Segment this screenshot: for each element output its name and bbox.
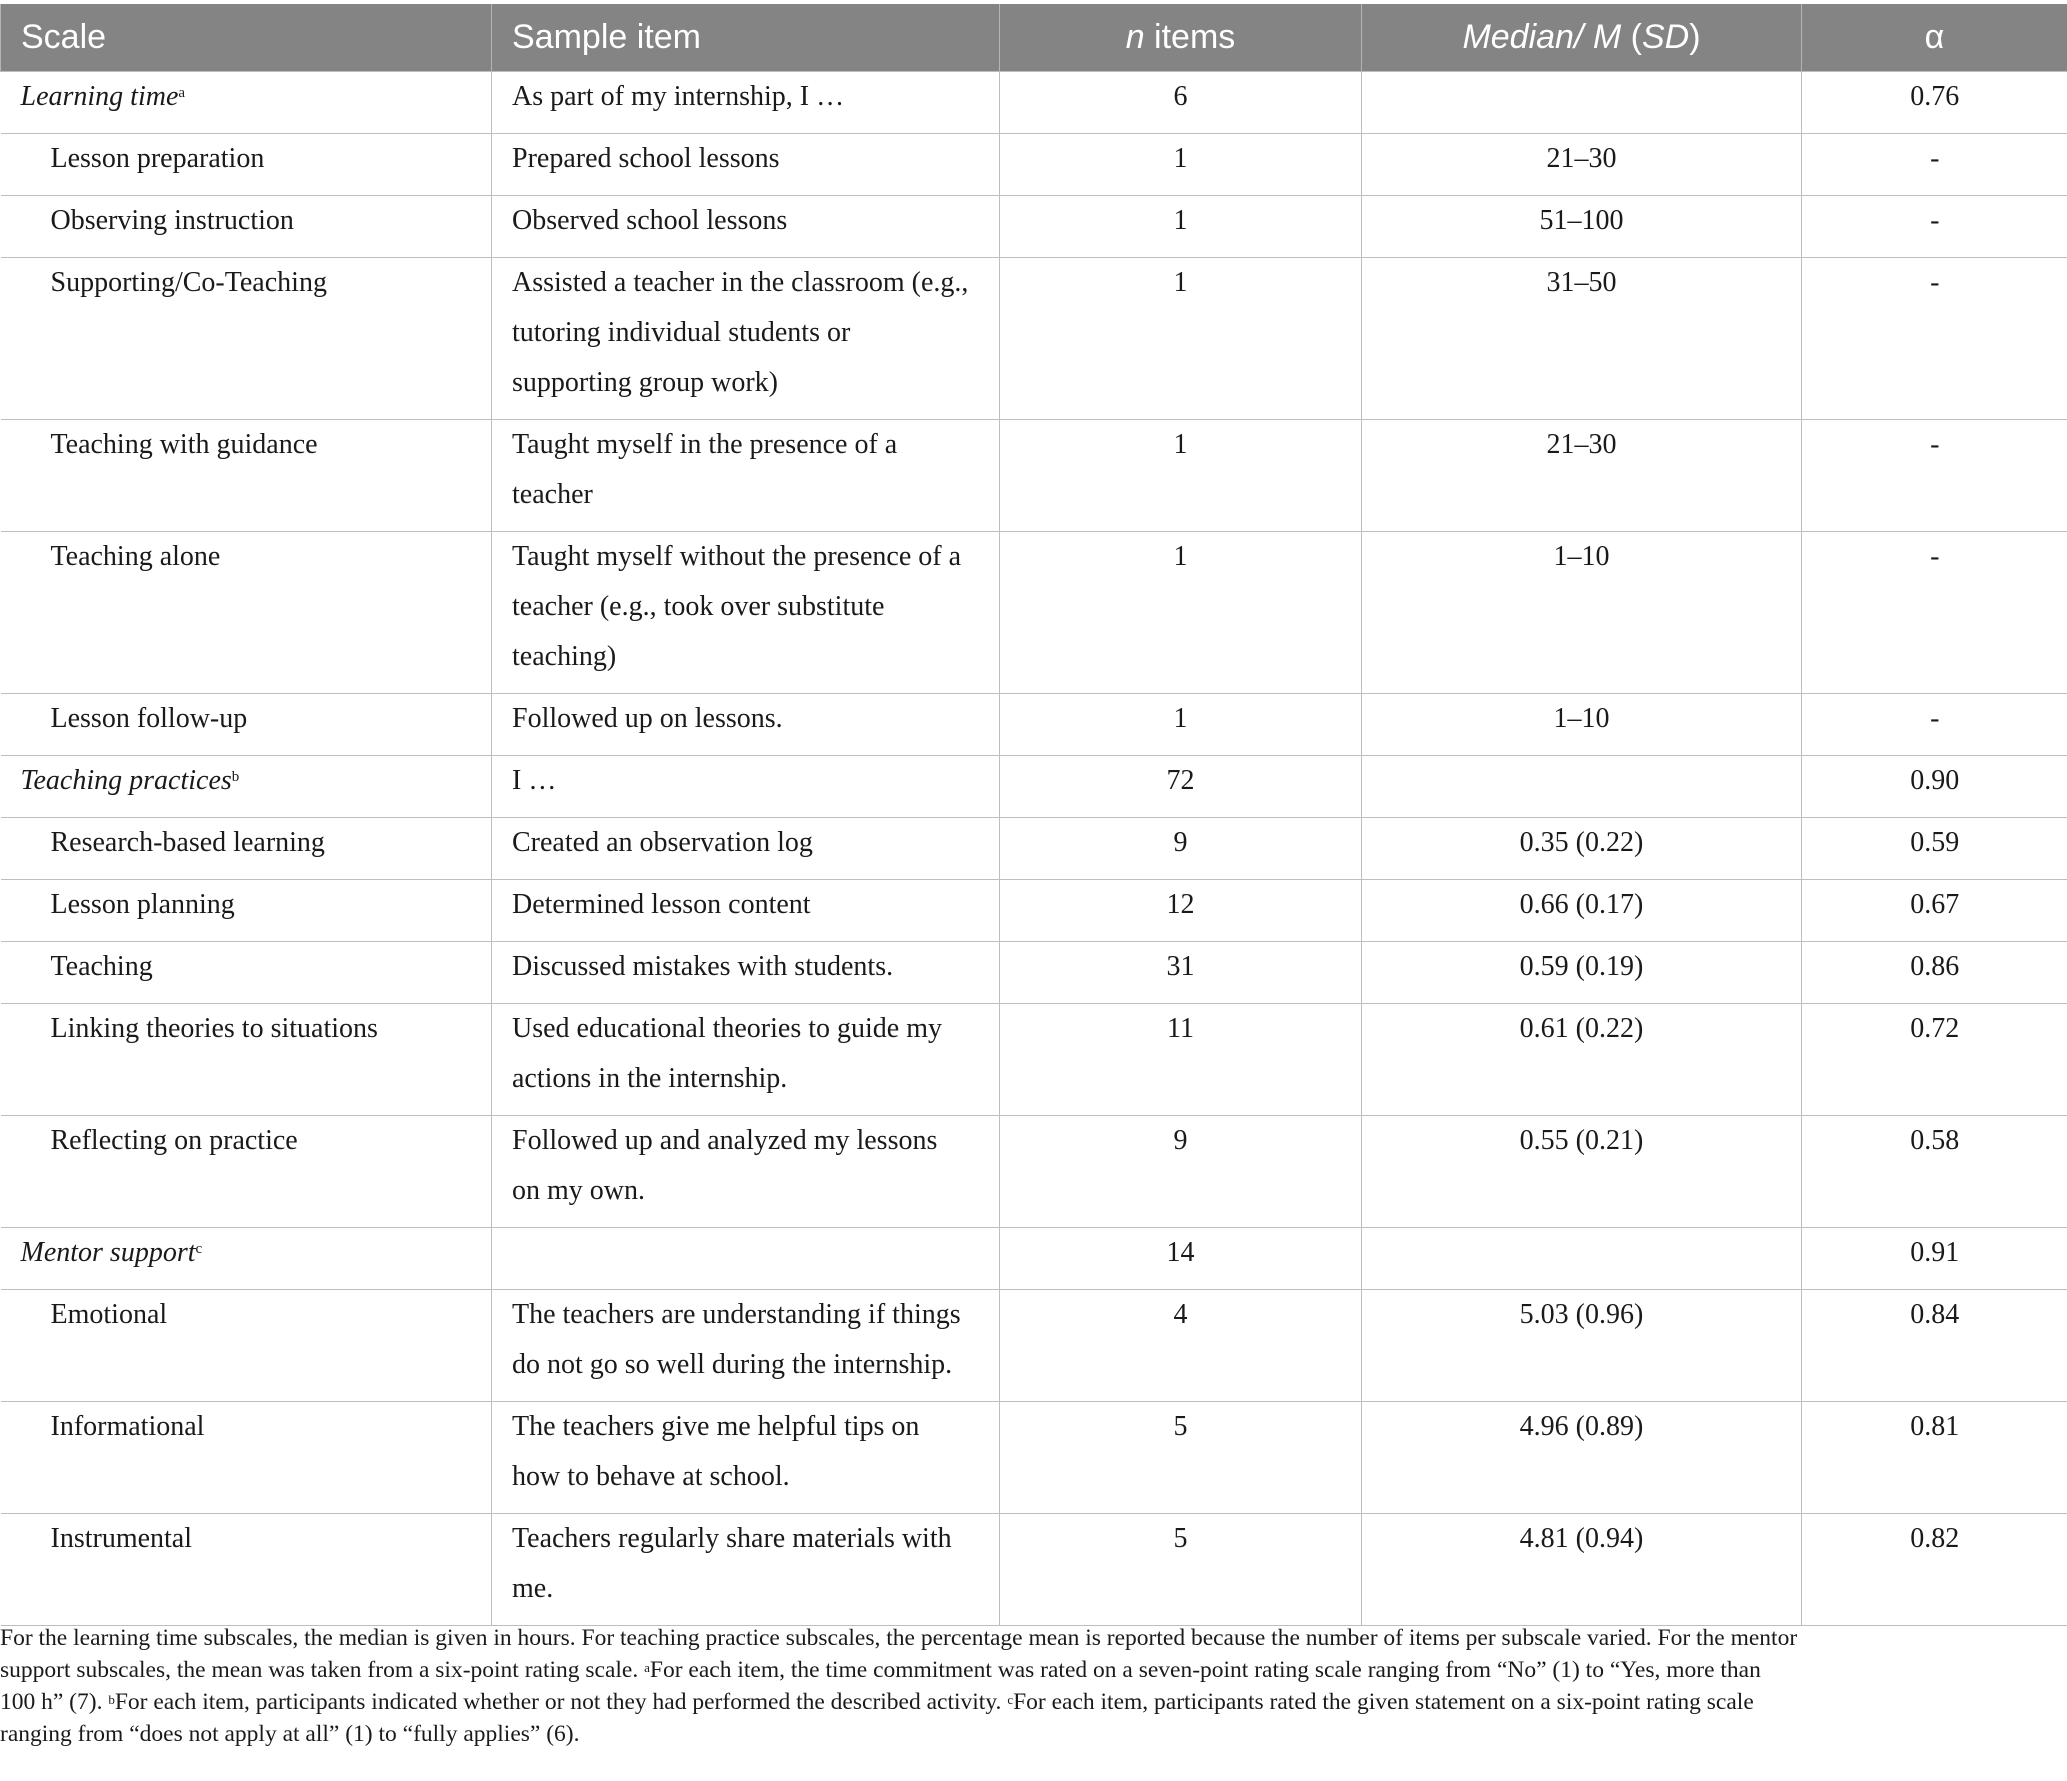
n-items-cell-value: 5 — [1173, 1410, 1188, 1442]
scale-cell — [1, 1401, 492, 1513]
sample-item-line: Created an observation log — [512, 826, 813, 858]
header-median-paren-open: ( — [1621, 17, 1642, 56]
table-row — [1, 1003, 2067, 1115]
alpha-cell — [1802, 531, 2067, 693]
n-items-cell — [1000, 71, 1362, 133]
n-items-cell-value: 31 — [1166, 950, 1195, 982]
median-mean-cell-value: 31–50 — [1546, 266, 1617, 298]
alpha-cell — [1802, 693, 2067, 755]
sample-item-cell — [492, 257, 1000, 419]
scale-label-text: Observing instruction — [50, 204, 294, 236]
scales-table — [0, 4, 2067, 1626]
footnote-marker: b — [231, 768, 240, 785]
table-body — [1, 71, 2067, 1625]
scale-cell — [1, 693, 492, 755]
sample-item-line: The teachers are understanding if things — [512, 1298, 961, 1330]
table-row — [1, 531, 2067, 693]
median-mean-cell-value: 5.03 (0.96) — [1519, 1298, 1644, 1330]
median-mean-cell — [1362, 693, 1802, 755]
footnote-line-2-a: support subscales, the mean was taken from a six-point rating scale. — [0, 1657, 645, 1683]
median-mean-cell-value: 0.35 (0.22) — [1519, 826, 1644, 858]
scale-label-text: Informational — [50, 1410, 205, 1442]
sample-item-cell — [492, 879, 1000, 941]
sample-item-line: Taught myself without the presence of a — [512, 540, 962, 572]
scale-label — [51, 532, 472, 582]
sample-item-cell — [492, 1227, 1000, 1289]
scale-label — [51, 134, 472, 184]
footnote-line-3-c: For each item, participants rated the given statement on a six-point rating scale — [1013, 1689, 1754, 1715]
sample-item-line: teacher — [512, 478, 593, 510]
footnote-marker-a: a — [644, 1660, 650, 1675]
scale-group-cell — [1, 755, 492, 817]
sample-item-cell — [492, 71, 1000, 133]
scale-cell — [1, 1513, 492, 1625]
alpha-cell — [1802, 257, 2067, 419]
n-items-cell — [1000, 755, 1362, 817]
scale-label — [51, 1116, 472, 1166]
n-items-cell — [1000, 941, 1362, 1003]
sample-item-line: The teachers give me helpful tips on — [512, 1410, 920, 1442]
scale-cell — [1, 817, 492, 879]
n-items-cell — [1000, 1513, 1362, 1625]
scale-label — [51, 1290, 472, 1340]
scale-label — [51, 420, 472, 470]
table-row — [1, 1401, 2067, 1513]
median-mean-cell-value: 4.81 (0.94) — [1519, 1522, 1644, 1554]
scale-label-text: Learning time — [20, 80, 179, 112]
n-items-cell-value: 12 — [1166, 888, 1195, 920]
scale-label-text: Lesson planning — [50, 888, 235, 920]
table-row — [1, 817, 2067, 879]
scale-label-text: Research-based learning — [50, 826, 325, 858]
n-items-cell-value: 1 — [1173, 540, 1188, 572]
n-items-cell-value: 1 — [1173, 428, 1188, 460]
sample-item-line: Prepared school lessons — [512, 142, 780, 174]
median-mean-cell — [1362, 941, 1802, 1003]
scale-cell — [1, 879, 492, 941]
alpha-cell — [1802, 755, 2067, 817]
sample-item-line: teacher (e.g., took over substitute — [512, 590, 885, 622]
scale-cell — [1, 195, 492, 257]
median-mean-cell — [1362, 1513, 1802, 1625]
median-mean-cell — [1362, 817, 1802, 879]
sample-item-line: Assisted a teacher in the classroom (e.g., — [512, 266, 969, 298]
alpha-cell — [1802, 195, 2067, 257]
n-items-cell — [1000, 419, 1362, 531]
scale-label — [51, 942, 472, 992]
median-mean-cell — [1362, 71, 1802, 133]
sample-item-line: teaching) — [512, 640, 617, 672]
table-header — [1, 4, 2067, 71]
scale-label-text: Lesson follow-up — [50, 702, 248, 734]
n-items-cell-value: 72 — [1166, 764, 1195, 796]
median-mean-cell — [1362, 1227, 1802, 1289]
header-sd-italic: SD — [1641, 17, 1690, 56]
alpha-cell-value: - — [1930, 142, 1940, 174]
median-mean-cell-value: 4.96 (0.89) — [1519, 1410, 1644, 1442]
alpha-cell-value: 0.67 — [1910, 888, 1960, 920]
n-items-cell — [1000, 195, 1362, 257]
scale-label-text: Teaching with guidance — [50, 428, 318, 460]
sample-item-cell — [492, 1003, 1000, 1115]
alpha-cell-value: - — [1930, 204, 1940, 236]
sample-item-line: tutoring individual students or — [512, 316, 851, 348]
scale-cell — [1, 257, 492, 419]
alpha-cell-value: - — [1930, 266, 1940, 298]
sample-item-line: Determined lesson content — [512, 888, 811, 920]
median-mean-cell-value: 0.61 (0.22) — [1519, 1012, 1644, 1044]
alpha-cell — [1802, 1289, 2067, 1401]
sample-item-line: I … — [512, 764, 557, 796]
sample-item-line: Teachers regularly share materials with — [512, 1522, 952, 1554]
alpha-cell-value: 0.91 — [1910, 1236, 1960, 1268]
scale-group-cell — [1, 1227, 492, 1289]
median-mean-cell — [1362, 257, 1802, 419]
header-median-italic: Median/ M — [1462, 17, 1622, 56]
footnote-line-4: ranging from “does not apply at all” (1) to “fully applies” (6). — [0, 1721, 580, 1747]
table-row — [1, 1513, 2067, 1625]
n-items-cell-value: 6 — [1173, 80, 1188, 112]
n-items-cell-value: 9 — [1173, 826, 1188, 858]
scale-label — [51, 1004, 472, 1054]
scale-label-text: Mentor support — [20, 1236, 196, 1268]
alpha-cell — [1802, 1003, 2067, 1115]
n-items-cell — [1000, 1289, 1362, 1401]
header-sample-item: Sample item — [492, 4, 1000, 71]
n-items-cell-value: 11 — [1167, 1012, 1194, 1044]
table-row — [1, 1115, 2067, 1227]
alpha-cell — [1802, 941, 2067, 1003]
median-mean-cell-value: 0.66 (0.17) — [1519, 888, 1644, 920]
table-row — [1, 941, 2067, 1003]
alpha-cell — [1802, 419, 2067, 531]
scale-label — [51, 694, 472, 744]
table-group-row — [1, 71, 2067, 133]
sample-item-line: Taught myself in the presence of a — [512, 428, 898, 460]
n-items-cell — [1000, 1115, 1362, 1227]
alpha-cell — [1802, 879, 2067, 941]
sample-item-line: on my own. — [512, 1174, 645, 1206]
footnote-line-3 — [0, 1686, 2067, 1718]
alpha-cell — [1802, 1513, 2067, 1625]
sample-item-line: Used educational theories to guide my — [512, 1012, 942, 1044]
scale-label-text: Teaching alone — [50, 540, 221, 572]
sample-item-line: As part of my internship, I … — [512, 80, 845, 112]
alpha-cell-value: - — [1930, 540, 1940, 572]
median-mean-cell — [1362, 879, 1802, 941]
median-mean-cell — [1362, 133, 1802, 195]
median-mean-cell-value: 21–30 — [1546, 428, 1617, 460]
table-footnotes — [0, 1622, 2067, 1750]
median-mean-cell-value: 0.59 (0.19) — [1519, 950, 1644, 982]
scale-label — [21, 756, 472, 806]
header-n-rest: items — [1144, 17, 1236, 56]
alpha-cell-value: 0.72 — [1910, 1012, 1960, 1044]
header-alpha: α — [1802, 4, 2067, 71]
n-items-cell-value: 14 — [1166, 1236, 1195, 1268]
sample-item-cell — [492, 1401, 1000, 1513]
n-items-cell-value: 1 — [1173, 702, 1188, 734]
sample-item-cell — [492, 419, 1000, 531]
alpha-cell-value: 0.58 — [1910, 1124, 1960, 1156]
median-mean-cell — [1362, 1003, 1802, 1115]
table-row — [1, 693, 2067, 755]
alpha-cell-value: 0.59 — [1910, 826, 1960, 858]
n-items-cell-value: 4 — [1173, 1298, 1188, 1330]
alpha-cell-value: - — [1930, 428, 1940, 460]
table-row — [1, 879, 2067, 941]
scale-label — [51, 258, 472, 308]
n-items-cell-value: 1 — [1173, 204, 1188, 236]
alpha-cell-value: 0.81 — [1910, 1410, 1960, 1442]
sample-item-cell — [492, 817, 1000, 879]
footnote-line-1: For the learning time subscales, the median is given in hours. For teaching practice subscales, the percentage mean is reported because the number of items per subscale varied. For the mentor — [0, 1625, 1798, 1651]
sample-item-cell — [492, 1513, 1000, 1625]
alpha-cell-value: 0.82 — [1910, 1522, 1960, 1554]
alpha-cell — [1802, 817, 2067, 879]
scale-label-text: Teaching — [50, 950, 153, 982]
scale-cell — [1, 1003, 492, 1115]
table-row — [1, 257, 2067, 419]
scale-label-text: Supporting/Co-Teaching — [50, 266, 327, 298]
scale-label — [51, 1402, 472, 1452]
scale-cell — [1, 133, 492, 195]
scale-label — [51, 880, 472, 930]
scale-cell — [1, 1115, 492, 1227]
median-mean-cell — [1362, 1401, 1802, 1513]
n-items-cell-value: 5 — [1173, 1522, 1188, 1554]
header-row — [1, 4, 2067, 71]
scale-label — [21, 72, 472, 122]
median-mean-cell-value: 1–10 — [1553, 702, 1610, 734]
scale-label-text: Teaching practices — [20, 764, 232, 796]
header-scale: Scale — [1, 4, 492, 71]
sample-item-line: do not go so well during the internship. — [512, 1348, 953, 1380]
n-items-cell — [1000, 133, 1362, 195]
alpha-cell — [1802, 71, 2067, 133]
median-mean-cell — [1362, 755, 1802, 817]
n-items-cell — [1000, 1227, 1362, 1289]
alpha-cell — [1802, 1115, 2067, 1227]
sample-item-line: me. — [512, 1572, 554, 1604]
scale-group-cell — [1, 71, 492, 133]
alpha-cell — [1802, 1227, 2067, 1289]
scale-label — [21, 1228, 472, 1278]
n-items-cell — [1000, 531, 1362, 693]
sample-item-line: how to behave at school. — [512, 1460, 790, 1492]
alpha-cell — [1802, 133, 2067, 195]
scale-label-text: Reflecting on practice — [50, 1124, 298, 1156]
sample-item-line: Followed up and analyzed my lessons — [512, 1124, 938, 1156]
table-row — [1, 419, 2067, 531]
median-mean-cell — [1362, 531, 1802, 693]
median-mean-cell-value: 1–10 — [1553, 540, 1610, 572]
median-mean-cell — [1362, 419, 1802, 531]
alpha-cell-value: 0.86 — [1910, 950, 1960, 982]
median-mean-cell — [1362, 195, 1802, 257]
header-median-m-sd — [1362, 4, 1802, 71]
sample-item-cell — [492, 531, 1000, 693]
footnote-marker: c — [195, 1240, 203, 1257]
scale-label-text: Linking theories to situations — [50, 1012, 378, 1044]
footnote-line-3-a: 100 h” (7). — [0, 1689, 109, 1715]
table-group-row — [1, 1227, 2067, 1289]
n-items-cell — [1000, 693, 1362, 755]
median-mean-cell — [1362, 1115, 1802, 1227]
sample-item-line: Observed school lessons — [512, 204, 788, 236]
scale-label-text: Instrumental — [50, 1522, 193, 1554]
sample-item-cell — [492, 693, 1000, 755]
footnote-marker-b: b — [108, 1692, 115, 1707]
alpha-cell — [1802, 1401, 2067, 1513]
sample-item-cell — [492, 195, 1000, 257]
footnote-marker: a — [178, 84, 186, 101]
sample-item-cell — [492, 1115, 1000, 1227]
sample-item-cell — [492, 941, 1000, 1003]
footnote-line-3-b: For each item, participants indicated whether or not they had performed the described activity. — [114, 1689, 1008, 1715]
sample-item-cell — [492, 755, 1000, 817]
alpha-cell-value: 0.90 — [1910, 764, 1960, 796]
scale-label — [51, 818, 472, 868]
sample-item-cell — [492, 1289, 1000, 1401]
footnote-line-2-b: For each item, the time commitment was rated on a seven-point rating scale ranging from “No” (1) to “Yes, more than — [649, 1657, 1761, 1683]
n-items-cell — [1000, 257, 1362, 419]
sample-item-cell — [492, 133, 1000, 195]
n-items-cell-value: 1 — [1173, 142, 1188, 174]
alpha-cell-value: 0.84 — [1910, 1298, 1960, 1330]
alpha-cell-value: 0.76 — [1910, 80, 1960, 112]
alpha-cell-value: - — [1930, 702, 1940, 734]
sample-item-line: actions in the internship. — [512, 1062, 788, 1094]
table-row — [1, 195, 2067, 257]
scale-label-text: Emotional — [50, 1298, 168, 1330]
table-row — [1, 133, 2067, 195]
sample-item-line: Followed up on lessons. — [512, 702, 783, 734]
table-row — [1, 1289, 2067, 1401]
n-items-cell — [1000, 1401, 1362, 1513]
n-items-cell-value: 1 — [1173, 266, 1188, 298]
scale-label-text: Lesson preparation — [50, 142, 265, 174]
median-mean-cell — [1362, 1289, 1802, 1401]
header-n-italic: n — [1125, 17, 1145, 56]
scale-cell — [1, 941, 492, 1003]
scale-label — [51, 196, 472, 246]
n-items-cell — [1000, 879, 1362, 941]
scale-cell — [1, 419, 492, 531]
table-group-row — [1, 755, 2067, 817]
median-mean-cell-value: 21–30 — [1546, 142, 1617, 174]
scale-label — [51, 1514, 472, 1564]
sample-item-line: Discussed mistakes with students. — [512, 950, 894, 982]
header-n-items — [1000, 4, 1362, 71]
scale-cell — [1, 531, 492, 693]
n-items-cell-value: 9 — [1173, 1124, 1188, 1156]
n-items-cell — [1000, 1003, 1362, 1115]
n-items-cell — [1000, 817, 1362, 879]
footnote-marker-c: c — [1007, 1692, 1014, 1707]
median-mean-cell-value: 0.55 (0.21) — [1519, 1124, 1644, 1156]
sample-item-line: supporting group work) — [512, 366, 778, 398]
median-mean-cell-value: 51–100 — [1539, 204, 1624, 236]
header-median-paren-close: ) — [1689, 17, 1701, 56]
scale-cell — [1, 1289, 492, 1401]
footnote-line-2 — [0, 1654, 2067, 1686]
